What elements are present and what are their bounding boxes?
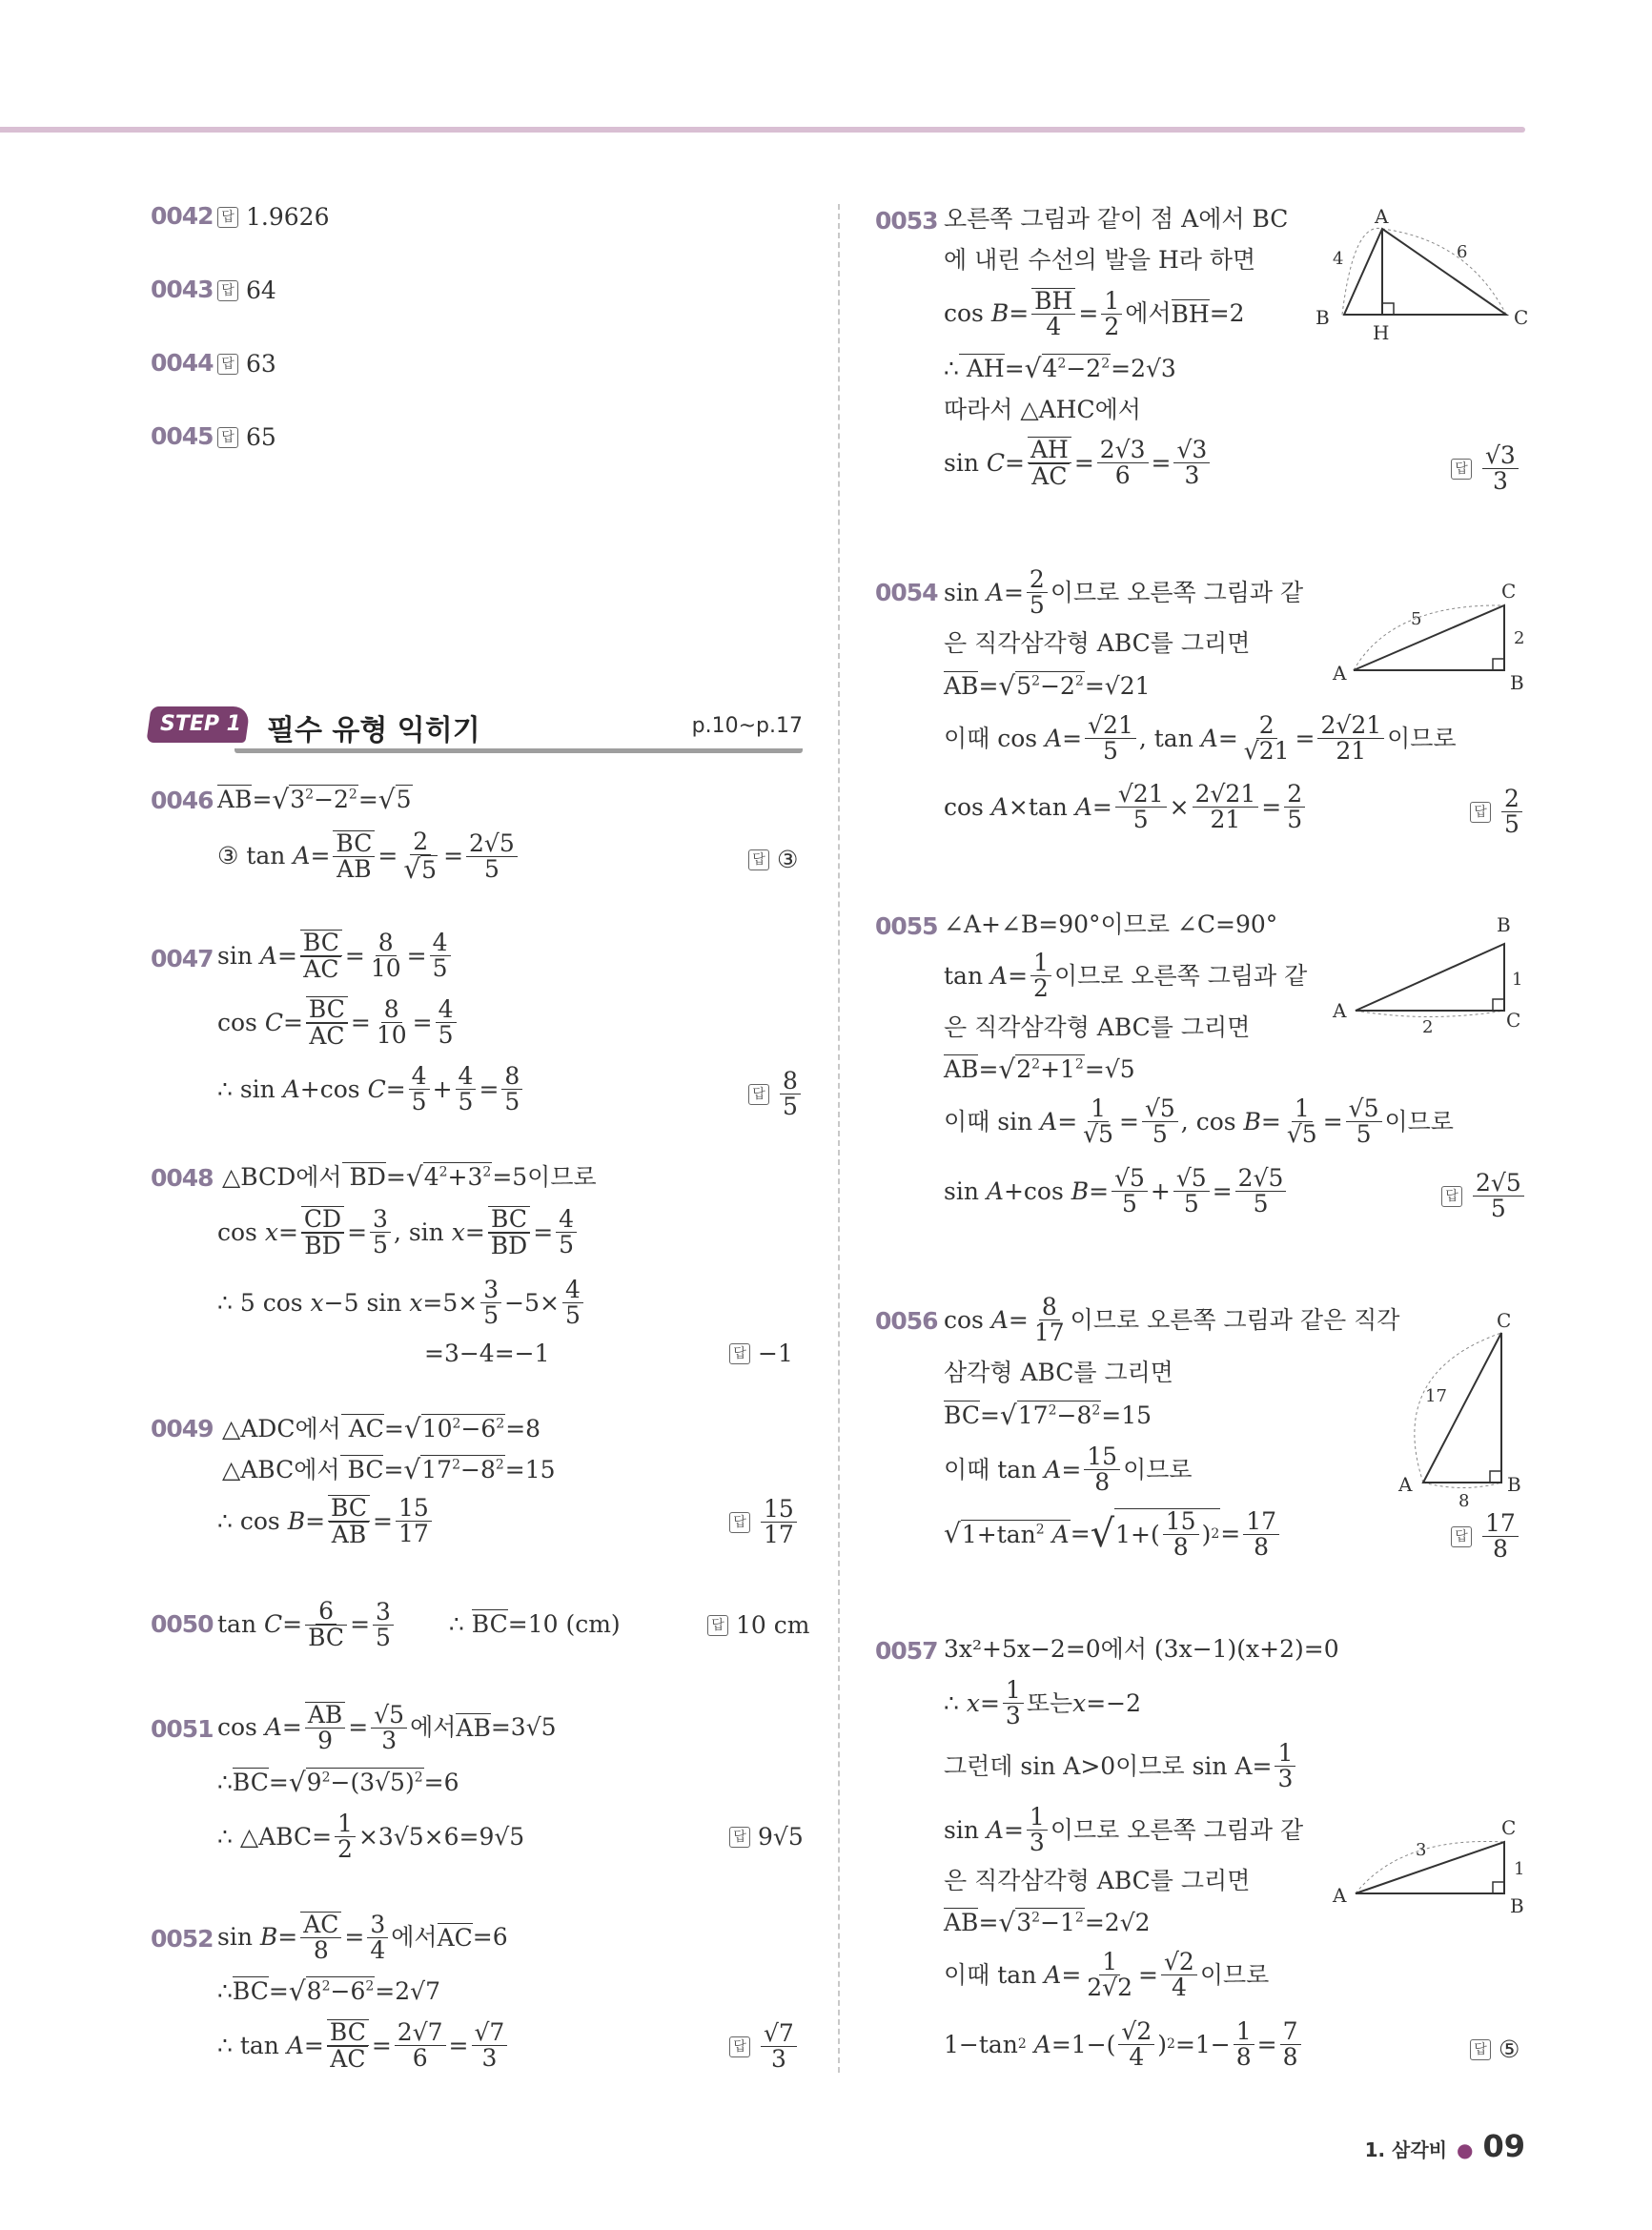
solution-line: 이때 tan A = $\frac{15}{8}$ 이므로: [944, 1442, 1193, 1497]
solution-line: 이때 cos A = $\frac{√21}{5}$ , tan A = $\frac{2}{√21}$ = $\frac{2√21}{21}$ 이므로: [944, 711, 1457, 766]
solution-line: cos A = $\frac{8}{17}$ 이므로 오른쪽 그림과 같은 직각: [944, 1293, 1400, 1347]
problem-text: 은 직각삼각형 ABC를 그리면: [944, 1867, 1251, 1894]
answer-mark-icon: 답: [729, 1343, 750, 1364]
svg-text:C: C: [1506, 1009, 1521, 1032]
answer: 답 $\frac{17}{8}$: [1451, 1511, 1521, 1563]
triangle-figure-0055: [1325, 910, 1535, 1034]
svg-text:A: A: [1398, 1473, 1413, 1496]
problem-number: 0046: [151, 787, 214, 814]
answer-mark-icon: 답: [748, 1084, 769, 1105]
solution-line: AB = √ $3^2-1^2$ =2√2: [944, 1907, 1151, 1938]
solution-line: AB = √ $2^2+1^2$ =√5: [944, 1054, 1135, 1085]
answer-mark-icon: 답: [1441, 1186, 1462, 1207]
svg-text:B: B: [1497, 913, 1511, 936]
problem-number: 0053: [875, 207, 938, 235]
svg-text:B: B: [1507, 1473, 1521, 1496]
problem-number: 0045: [151, 422, 214, 450]
section-pages: p.10~p.17: [691, 714, 803, 738]
solution-line: 1−tan 2 A =1−( $\frac{√2}{4}$ ) 2 =1− $\frac{1}{8}$ = $\frac{7}{8}$: [944, 2019, 1304, 2071]
solution-line: cos C = $\frac{BC}{AC}$ = $\frac{8}{10}$ = $\frac{4}{5}$: [217, 996, 459, 1050]
answer: 답 9√5: [729, 1823, 804, 1851]
solution-line: ∴ cos B = $\frac{BC}{AB}$ = $\frac{15}{17}$: [217, 1495, 435, 1548]
page-footer: [1365, 2128, 1525, 2164]
solution-line: ∴ sin A +cos C = $\frac{4}{5}$ + $\frac{4}{5}$ = $\frac{8}{5}$: [217, 1064, 525, 1115]
solution-line: cos B = $\frac{BH}{4}$ = $\frac{1}{2}$ 에서 BH =2: [944, 286, 1245, 341]
problem-text: 에 내린 수선의 발을 H라 하면: [944, 246, 1256, 274]
problem-number: 0056: [875, 1307, 938, 1335]
solution-line: ∴ BC = √ $9^2-(3√5)^2$ =6: [217, 1767, 459, 1798]
problem-number: 0054: [875, 579, 938, 606]
svg-text:C: C: [1514, 306, 1529, 329]
solution-line: ∴ 5 cos x −5 sin x =5× $\frac{3}{5}$ −5× $\frac{4}{5}$: [217, 1278, 586, 1329]
solution-line: △ABC에서 BC = √ $17^2-8^2$ =15: [222, 1454, 556, 1485]
answer: 답 $\frac{8}{5}$: [748, 1069, 804, 1120]
problem-number: 0048: [151, 1164, 214, 1192]
problem-number: 0052: [151, 1925, 214, 1953]
page-number: 09: [1482, 2128, 1525, 2164]
svg-text:1: 1: [1514, 1859, 1525, 1879]
solution-line: ③ tan A = $\frac{BC}{AB}$ = $\frac{2}{√5}$ = $\frac{2√5}{5}$: [217, 829, 520, 884]
section-underline: [235, 748, 803, 753]
top-color-bar: [0, 127, 1525, 133]
svg-text:H: H: [1373, 321, 1390, 344]
svg-text:6: 6: [1457, 242, 1468, 262]
svg-text:A: A: [1333, 662, 1347, 685]
answer: 답 10 cm: [707, 1611, 809, 1639]
solution-line: △ADC에서 AC = √ $10^2-6^2$ =8: [222, 1413, 541, 1444]
problem-number: 0044: [151, 349, 214, 377]
answer: 답 ⑤: [1470, 2036, 1519, 2063]
problem-text: 오른쪽 그림과 같이 점 A에서 BC: [944, 205, 1289, 233]
triangle-figure-0056: [1387, 1306, 1530, 1511]
svg-text:B: B: [1510, 1894, 1524, 1917]
solution-line: 그런데 sin A>0이므로 sin A= $\frac{1}{3}$: [944, 1741, 1298, 1792]
problem-number: 0042: [151, 202, 214, 230]
answer: 답 $\frac{√7}{3}$: [729, 2021, 800, 2073]
answer: 답 64: [217, 276, 276, 304]
svg-text:A: A: [1333, 999, 1347, 1022]
answer-mark-icon: 답: [729, 2036, 750, 2057]
solution-line: sin B = $\frac{AC}{8}$ = $\frac{3}{4}$ 에서 AC =6: [217, 1910, 508, 1965]
problem-number: 0057: [875, 1637, 938, 1665]
section-title: 필수 유형 익히기: [267, 714, 480, 747]
solution-line: ∴ △ABC= $\frac{1}{2}$ ×3√5×6=9√5: [217, 1810, 525, 1864]
solution-line: tan A = $\frac{1}{2}$ 이므로 오른쪽 그림과 같: [944, 949, 1308, 1003]
solution-line: cos A ×tan A = $\frac{√21}{5}$ × $\frac{2√21}{21}$ = $\frac{2}{5}$: [944, 782, 1308, 833]
answer-mark-icon: 답: [217, 427, 238, 448]
answer: 답 $\frac{√3}{3}$: [1451, 443, 1521, 495]
svg-text:A: A: [1333, 1884, 1347, 1907]
answer: 답 63: [217, 350, 276, 378]
chapter-label: 1. 삼각비: [1364, 2138, 1448, 2161]
svg-text:5: 5: [1411, 609, 1422, 629]
answer: 답 $\frac{2√5}{5}$: [1441, 1171, 1527, 1222]
solution-line: 이때 tan A = $\frac{1}{2√2}$ = $\frac{√2}{4}$ 이므로: [944, 1948, 1270, 2002]
svg-text:1: 1: [1512, 970, 1523, 990]
solution-line: cos A = $\frac{AB}{9}$ = $\frac{√5}{3}$ 에서 AB =3√5: [217, 1700, 557, 1755]
problem-number: 0051: [151, 1715, 214, 1743]
answer: 답 65: [217, 423, 276, 451]
svg-text:B: B: [1510, 671, 1524, 694]
answer-mark-icon: 답: [1470, 2039, 1491, 2060]
triangle-figure-0054: [1325, 577, 1535, 696]
svg-text:C: C: [1501, 580, 1517, 603]
solution-line: △BCD에서 BD = √ $4^2+3^2$ =5이므로: [222, 1161, 597, 1193]
answer-mark-icon: 답: [729, 1827, 750, 1848]
answer-mark-icon: 답: [217, 354, 238, 375]
svg-text:4: 4: [1333, 249, 1344, 269]
answer-mark-icon: 답: [729, 1512, 750, 1533]
problem-number: 0055: [875, 912, 938, 940]
svg-text:C: C: [1501, 1816, 1517, 1839]
svg-text:C: C: [1497, 1309, 1512, 1332]
answer-mark-icon: 답: [217, 280, 238, 301]
solution-line: cos x = $\frac{CD}{BD}$ = $\frac{3}{5}$ , sin x = $\frac{BC}{BD}$ = $\frac{4}{5}$: [217, 1206, 580, 1259]
svg-text:8: 8: [1458, 1491, 1470, 1511]
answer-mark-icon: 답: [1451, 1526, 1472, 1547]
answer-mark-icon: 답: [217, 207, 238, 228]
solution-line: sin C = $\frac{AH}{AC}$ = $\frac{2√3}{6}$ = $\frac{√3}{3}$: [944, 437, 1213, 490]
solution-line: 이때 sin A = $\frac{1}{√5}$ = $\frac{√5}{5}$ , cos B = $\frac{1}{√5}$ = $\frac{√5}{5}$ 이므로: [944, 1095, 1454, 1149]
problem-number: 0047: [151, 945, 214, 972]
svg-text:3: 3: [1416, 1840, 1427, 1860]
answer: 답 ③: [748, 846, 798, 873]
section-header: [149, 701, 803, 758]
answer-mark-icon: 답: [748, 849, 769, 870]
answer: 답 1.9626: [217, 203, 329, 231]
answer-mark-icon: 답: [1470, 802, 1491, 823]
problem-text: 3x²+5x−2=0에서 (3x−1)(x+2)=0: [944, 1635, 1339, 1663]
answer-mark-icon: 답: [1451, 459, 1472, 480]
problem-text: ∠A+∠B=90°이므로 ∠C=90°: [944, 910, 1278, 938]
solution-line: AB = √ $5^2-2^2$ =√21: [944, 670, 1151, 702]
answer-mark-icon: 답: [707, 1615, 728, 1636]
problem-number: 0049: [151, 1415, 214, 1442]
solution-line: sin A = $\frac{2}{5}$ 이므로 오른쪽 그림과 같: [944, 565, 1304, 620]
svg-text:B: B: [1315, 306, 1330, 329]
svg-text:17: 17: [1425, 1386, 1447, 1406]
solution-line: ∴ AH = √ $4^2-2^2$ =2√3: [944, 353, 1176, 384]
step-badge-label: STEP 1: [160, 712, 241, 736]
svg-text:A: A: [1375, 205, 1389, 228]
answer: 답 $\frac{2}{5}$: [1470, 787, 1525, 838]
triangle-figure-0057: [1325, 1810, 1535, 1919]
bullet-icon: ●: [1457, 2138, 1474, 2161]
solution-line: sin A +cos B = $\frac{√5}{5}$ + $\frac{√5}{5}$ = $\frac{2√5}{5}$: [944, 1166, 1289, 1217]
solution-line: =3−4=−1: [424, 1340, 550, 1367]
solution-line: AB = √ $3^2-2^2$ = √ 5: [217, 784, 412, 815]
solution-line: tan C = $\frac{6}{BC}$ = $\frac{3}{5}$ ∴ BC=10 (cm): [217, 1597, 621, 1652]
problem-text: 은 직각삼각형 ABC를 그리면: [944, 629, 1251, 657]
svg-text:2: 2: [1514, 628, 1525, 648]
column-divider: [838, 204, 840, 2073]
solution-line: sin A = $\frac{1}{3}$ 이므로 오른쪽 그림과 같: [944, 1803, 1304, 1857]
solution-line: BC = √ $17^2-8^2$ =15: [944, 1400, 1152, 1431]
problem-text: 삼각형 ABC를 그리면: [944, 1359, 1173, 1386]
problem-text: 따라서 △AHC에서: [944, 396, 1141, 423]
solution-line: sin A = $\frac{BC}{AC}$ = $\frac{8}{10}$ = $\frac{4}{5}$: [217, 930, 454, 983]
answer: 답 −1: [729, 1340, 793, 1367]
svg-text:2: 2: [1422, 1017, 1434, 1034]
problem-number: 0050: [151, 1610, 214, 1638]
solution-line: ∴ BC = √ $8^2-6^2$ =2√7: [217, 1975, 440, 2007]
solution-line: √ $1+\tan^2$ A = √ 1+( $\frac{15}{8}$ ) 2 = $\frac{17}{8}$: [944, 1508, 1282, 1561]
triangle-figure-0053: [1306, 202, 1535, 345]
problem-number: 0043: [151, 276, 214, 303]
answer: 답 $\frac{15}{17}$: [729, 1497, 800, 1548]
problem-text: 은 직각삼각형 ABC를 그리면: [944, 1013, 1251, 1041]
solution-line: ∴ tan A = $\frac{BC}{AC}$ = $\frac{2√7}{6}$ = $\frac{√7}{3}$: [217, 2019, 510, 2073]
solution-line: ∴ x = $\frac{1}{3}$ 또는 x =−2: [944, 1676, 1142, 1730]
